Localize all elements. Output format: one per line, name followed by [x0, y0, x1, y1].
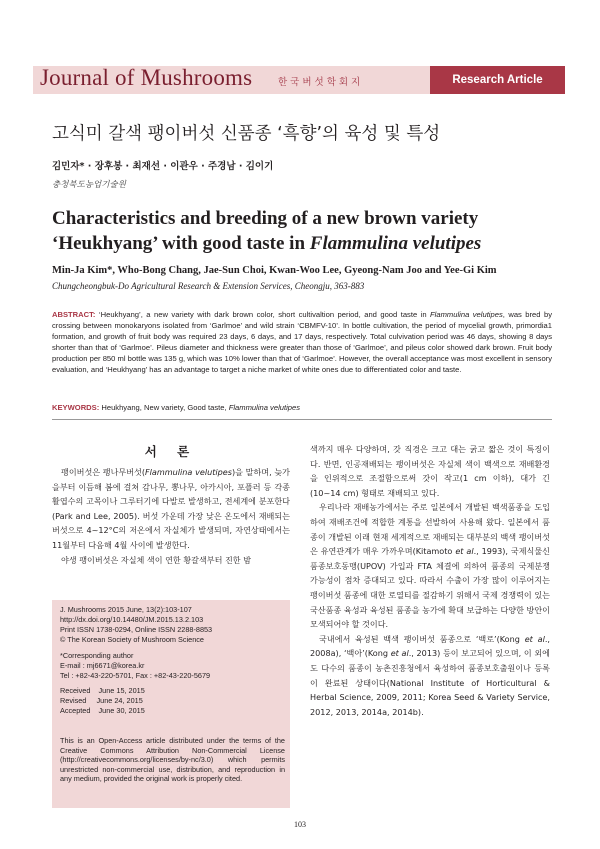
doi-link[interactable]: http://dx.doi.org/10.14480/JM.2015.13.2.103 — [60, 615, 204, 624]
text-span: 팽이버섯은 팽나무버섯( — [61, 467, 146, 477]
korean-affiliation: 충청북도농업기술원 — [52, 180, 126, 190]
text-span: ., 1993), 국제식물신품종보호동맹(UPOV) 가입과 FTA 체결에 의하여 품종의 국제분쟁 가능성이 점차 증대되고 있다. 따라서 수출이 가장 많이 이루어지는 팽이버섯 품종에 대한 로열티를 절감하기 위해서 국제 경쟁력이 있는 국산품종 육성과 육성된 품종을 농가에 확대 보급하는 다양한 방안이 모색되어야 할 것이다. — [310, 546, 550, 630]
korean-title: 고식미 갈색 팽이버섯 신품종 ‘흑향’의 육성 및 특성 — [52, 124, 441, 144]
license-notice: This is an Open-Access article distributed under the terms of the Creative Commons Attribution Non-Commercial License (http://creativecommons.org/licenses/by-nc/3.0) which permits unrestricted non-commercial use, distribution, and reproduction in any medium, provided the original work is properly cited. — [60, 736, 285, 784]
paragraph: 야생 팽이버섯은 자실체 색이 연한 황갈색부터 진한 밤 — [61, 554, 252, 565]
et-al: et al — [390, 648, 409, 659]
english-title — [52, 206, 552, 256]
citation: J. Mushrooms 2015 June, 13(2):103-107 — [60, 605, 192, 614]
paragraph — [310, 632, 550, 720]
abstract — [52, 309, 552, 376]
corresponding-author: *Corresponding author — [60, 651, 134, 660]
received-date: Received June 15, 2015 — [60, 686, 145, 695]
english-title-line1: Characteristics and breeding of a new brown variety — [52, 208, 479, 229]
revised-date: Revised June 24, 2015 — [60, 696, 143, 705]
keywords-species: Flammulina velutipes — [228, 403, 301, 412]
accepted-date: Accepted June 30, 2015 — [60, 706, 145, 715]
keywords — [52, 403, 552, 412]
paragraph — [52, 465, 290, 553]
text-span: 국내에서 육성된 백색 팽이버섯 품종으로 ‘백로’(Kong — [319, 633, 525, 644]
journal-name: Journal of Mushrooms — [40, 65, 253, 90]
divider — [52, 419, 552, 420]
journal-name-korean: 한국버섯학회지 — [278, 77, 364, 88]
left-column-body — [52, 465, 290, 567]
english-authors: Min-Ja Kim*, Who-Bong Chang, Jae-Sun Choi, Kwan-Woo Lee, Gyeong-Nam Joo and Yee-Gi Kim — [52, 265, 497, 276]
right-column-body — [310, 442, 550, 719]
abstract-text-2: , was bred by crossing between monokaryons isolated from ‘Garlmoe’ and wild strain ‘CBMFV-10’. In bottle cultivation, the period of mycelial growth, primordia1 formation, and growth of fruit body was required 23 days, 6 days, and 17 days, respectively. Total culvivation period was 46 days, showing 8 days shorter than that of ‘Garlmoe’. Pileus diameter and thickness were greater than those of ‘Garlmoe’, and pileus color showed dark brown. Fruit body production per 850 ml bottle was 135 g, which was 10% lower than that of ‘Garlmoe’. However, the overall acceptance was most excellent in sensory evaluation, and ‘Heukhyang’ has an advantage to target a niche market of white ones due to differentiated color and taste. — [52, 310, 553, 375]
text-span: 우리나라 재배농가에서는 주로 일본에서 개발된 백색품종을 도입하여 재배조건에 적합한 계통을 선발하여 사용해 왔다. 일본에서 품종이 개발된 이래 현재 세계적으로 재배되는 대부분의 백색 팽이버섯은 유연관계가 매우 가까우며(Kitamoto — [310, 502, 550, 557]
article-type-label: Research Article — [452, 74, 543, 86]
paragraph: 색까지 매우 다양하며, 갓 직경은 크고 대는 굵고 짧은 것이 특징이다. 반면, 인공재배되는 팽이버섯은 자실체 색이 백색으로 재배환경을 인위적으로 조절함으로써 갓이 작고(1 cm 이하), 대가 긴(10~14 cm) 형태로 재배되고 있다. — [310, 444, 550, 498]
keywords-text: Heukhyang, New variety, Good taste, — [99, 403, 229, 412]
page-number: 103 — [294, 820, 306, 829]
section-heading: 서 론 — [144, 444, 198, 459]
english-title-line2 — [52, 231, 552, 256]
text-span: ., 2008a), ‘백아’(Kong — [310, 633, 551, 659]
english-title-species: Flammulina velutipes — [309, 233, 482, 254]
phone-fax: Tel : +82-43-220-5701, Fax : +82-43-220-5679 — [60, 671, 211, 680]
text-span: ., 2013) 등이 보고되어 있으며, 이 외에도 다수의 품종이 농촌진흥청에서 육성하여 품종보호출원이나 등록이 완료된 상태이다(National Institute of Horticultural & Herbal Science, 2009, 2011; Korea Seed & Variety Service, 2012, 2013, 2014a, 2014b). — [310, 648, 551, 717]
paragraph — [310, 500, 550, 631]
email[interactable]: E-mail : mj6671@korea.kr — [60, 661, 145, 670]
text-span: )을 말하며, 늦가을부터 이듬해 봄에 걸쳐 감나무, 뽕나무, 아카시아, 포플러 등 각종 활엽수의 고목이나 그루터기에 다발로 발생하고, 전세계에 분포한다(Park and Lee, 2005). 버섯 가운데 가장 낮은 온도에서 재배되는 버섯으로 4~12°C의 저온에서 자실체가 발생되며, 자연상태에서는 11월부터 다음해 4월 사이에 발생한다. — [52, 467, 290, 550]
species-name: Flammulina velutipes — [145, 467, 232, 477]
keywords-label: KEYWORDS: — [52, 403, 100, 412]
abstract-species: Flammulina velutipes — [430, 310, 503, 319]
copyright: © The Korean Society of Mushroom Science — [60, 635, 204, 644]
et-al: et al — [455, 546, 474, 557]
abstract-label: ABSTRACT: — [52, 310, 96, 319]
english-affiliation: Chungcheongbuk-Do Agricultural Research & Extension Services, Cheongju, 363-883 — [52, 281, 365, 291]
abstract-text-1: ‘Heukhyang’, a new variety with dark brown color, short cultivaltion period, and good taste in — [95, 310, 431, 319]
korean-authors: 김민자* · 장후봉 · 최재선 · 이관우 · 주경남 · 김이기 — [52, 161, 274, 172]
english-title-line2-text: ‘Heukhyang’ with good taste in — [52, 233, 310, 254]
issn: Print ISSN 1738-0294, Online ISSN 2288-8853 — [60, 625, 213, 634]
et-al: et al — [524, 633, 545, 644]
